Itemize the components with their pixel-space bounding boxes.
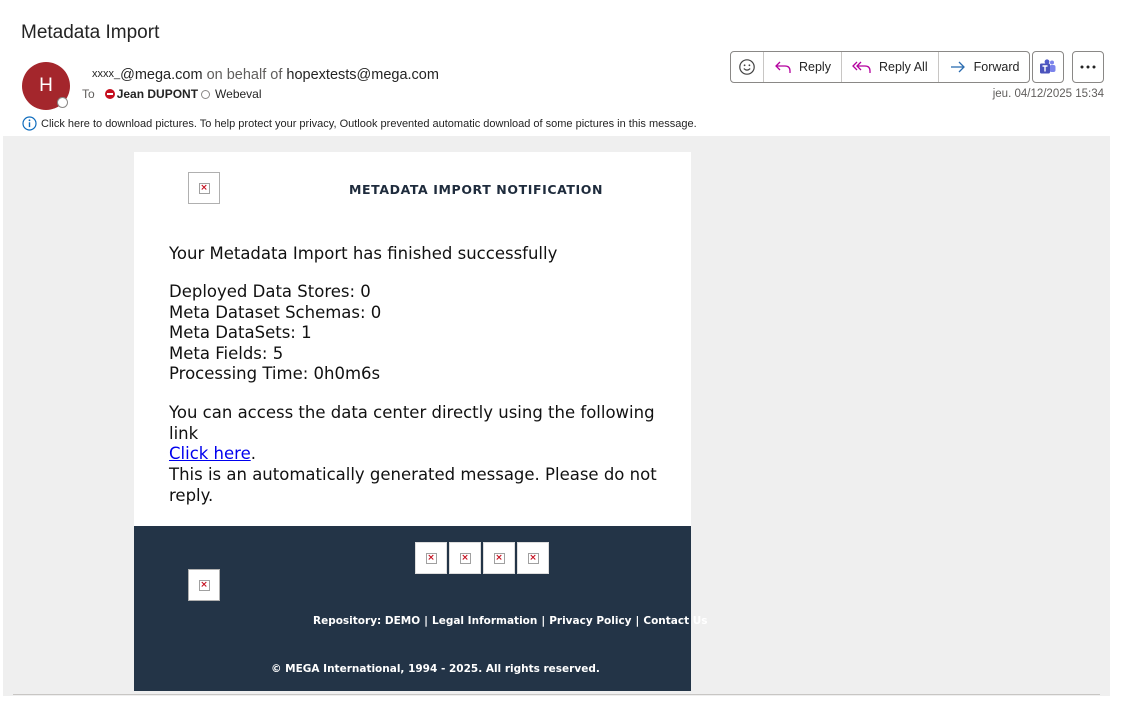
on-behalf-label: on behalf of bbox=[206, 67, 283, 83]
forward-label: Forward bbox=[973, 60, 1020, 74]
info-icon bbox=[22, 116, 37, 131]
social-link-1[interactable] bbox=[415, 542, 447, 574]
access-paragraph bbox=[169, 403, 669, 465]
footer-logo-broken-image bbox=[188, 569, 220, 601]
stat-deployed-data-stores: Deployed Data Stores: 0 bbox=[169, 282, 371, 301]
download-pictures-bar[interactable] bbox=[22, 116, 697, 131]
reply-label: Reply bbox=[799, 60, 831, 74]
separator: | bbox=[541, 615, 546, 627]
more-dots-icon bbox=[1079, 64, 1097, 70]
reply-all-button[interactable] bbox=[842, 52, 939, 82]
reply-button[interactable] bbox=[764, 52, 842, 82]
stats-list bbox=[169, 282, 381, 385]
sender-line bbox=[92, 67, 439, 83]
email-footer bbox=[134, 526, 708, 691]
reply-all-label: Reply All bbox=[878, 60, 928, 74]
recipient-webeval[interactable]: Webeval bbox=[215, 87, 262, 101]
to-label: To bbox=[82, 87, 95, 101]
privacy-policy-link[interactable]: Privacy Policy bbox=[549, 615, 632, 627]
footer-links bbox=[313, 615, 708, 627]
social-links bbox=[415, 542, 549, 574]
recipients-line bbox=[82, 87, 262, 101]
repository-label: Repository: DEMO bbox=[313, 615, 421, 627]
message-date: jeu. 04/12/2025 15:34 bbox=[992, 88, 1104, 100]
recipient-jean-dupont[interactable]: Jean DUPONT bbox=[116, 87, 199, 101]
blocked-status-icon bbox=[105, 89, 115, 99]
access-text: You can access the data center directly using the following link bbox=[169, 403, 655, 443]
broken-image-icon: × bbox=[200, 182, 208, 193]
teams-button[interactable] bbox=[1032, 51, 1064, 83]
email-content-card bbox=[134, 152, 691, 526]
sender-avatar[interactable]: H bbox=[22, 62, 70, 110]
copyright-text: © MEGA International, 1994 - 2025. All rights reserved. bbox=[271, 663, 600, 675]
smiley-icon bbox=[738, 58, 756, 76]
reply-arrow-icon bbox=[774, 59, 792, 75]
social-link-4[interactable] bbox=[517, 542, 549, 574]
stat-meta-fields: Meta Fields: 5 bbox=[169, 343, 284, 363]
data-center-link[interactable]: Click here bbox=[169, 444, 251, 464]
link-suffix: . bbox=[250, 444, 256, 464]
forward-arrow-icon bbox=[949, 59, 967, 75]
more-actions-button[interactable] bbox=[1072, 51, 1104, 83]
email-subject: Metadata Import bbox=[21, 22, 160, 43]
teams-icon bbox=[1039, 58, 1057, 76]
auto-generated-notice: This is an automatically generated message. Please do not reply. bbox=[169, 465, 657, 505]
divider bbox=[13, 694, 1100, 695]
broken-image-icon: × bbox=[529, 552, 537, 563]
stat-meta-dataset-schemas: Meta Dataset Schemas: 0 bbox=[169, 302, 382, 322]
offline-status-icon bbox=[201, 90, 210, 99]
broken-image-icon: × bbox=[495, 552, 503, 563]
logo-broken-image bbox=[188, 172, 220, 204]
behalf-email[interactable]: hopextests@mega.com bbox=[286, 67, 439, 83]
legal-information-link[interactable]: Legal Information bbox=[432, 615, 538, 627]
sender-prefix[interactable]: xxxx_ bbox=[92, 68, 121, 80]
stat-processing-time: Processing Time: 0h0m6s bbox=[169, 364, 381, 384]
broken-image-icon: × bbox=[200, 579, 208, 590]
react-button[interactable] bbox=[731, 52, 764, 82]
forward-button[interactable] bbox=[939, 52, 1030, 82]
social-link-3[interactable] bbox=[483, 542, 515, 574]
broken-image-icon: × bbox=[461, 552, 469, 563]
separator: | bbox=[635, 615, 640, 627]
notification-title: METADATA IMPORT NOTIFICATION bbox=[349, 182, 604, 197]
message-actions-toolbar bbox=[730, 51, 1030, 83]
separator: | bbox=[424, 615, 429, 627]
sender-email[interactable]: @mega.com bbox=[120, 67, 203, 83]
stat-meta-datasets: Meta DataSets: 1 bbox=[169, 323, 312, 343]
presence-status-icon bbox=[57, 97, 68, 108]
social-link-2[interactable] bbox=[449, 542, 481, 574]
reply-all-arrow-icon bbox=[852, 59, 872, 75]
broken-image-icon: × bbox=[427, 552, 435, 563]
download-pictures-text: Click here to download pictures. To help protect your privacy, Outlook prevented automatic download of some pictures in this message. bbox=[41, 117, 697, 130]
headline-text: Your Metadata Import has finished successfully bbox=[169, 244, 558, 263]
contact-us-link[interactable]: Contact Us bbox=[643, 615, 708, 627]
